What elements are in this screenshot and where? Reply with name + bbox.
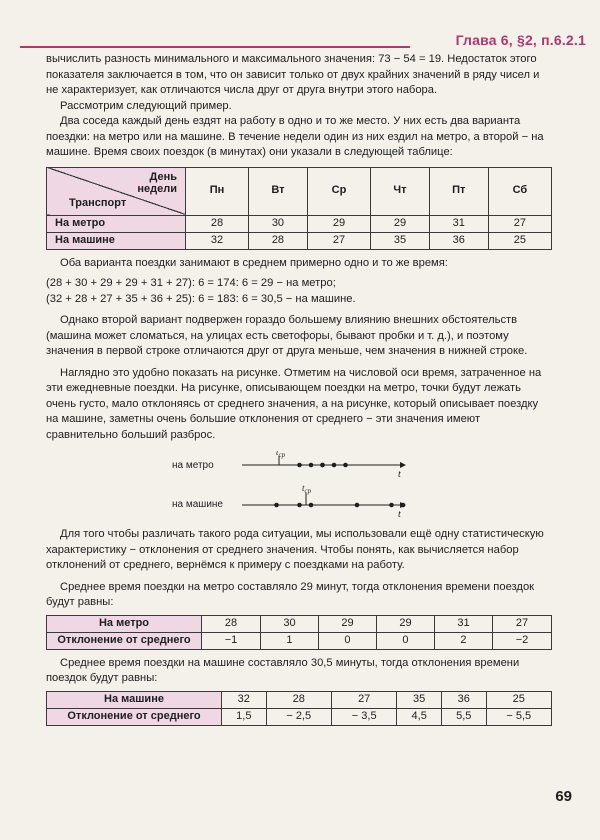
table-cell: 28: [186, 215, 249, 232]
time-dot: [355, 503, 360, 508]
row-label: На метро: [47, 215, 186, 232]
table-cell: −1: [202, 632, 261, 649]
page-content: [46, 52, 552, 726]
car-deviation-table: [46, 691, 552, 726]
table-cell: 27: [307, 232, 370, 249]
table-cell: 5,5: [441, 708, 486, 725]
table-cell: 32: [222, 691, 267, 708]
table-cell: 4,5: [397, 708, 442, 725]
number-line-svg: [46, 451, 552, 521]
time-dot: [332, 463, 337, 468]
table-cell: 28: [202, 615, 261, 632]
car-mean-label: [302, 483, 312, 495]
paragraph: Однако второй вариант подвержен гораздо большему влиянию внешних обстоятельств (машина может сломаться, на улицах есть светофоры, бывают пробки и т. д.), и поэтому значения в первой строке отличаются друг от друга меньше, чем значения в нижней строке.: [46, 314, 528, 357]
table-cell: 32: [186, 232, 249, 249]
paragraph: Наглядно это удобно показать на рисунке. Отметим на числовой оси время, затраченное на эти ежедневные поездки. На рисунке, описывающем поездки на метро, точки будут лежать очень густо, мало отклоняясь от среднего значения, а на рисунке, который описывает поездку на машине, заметны очень большие отклонения от среднего − эти значения имеют сравнительно больший разброс.: [46, 366, 542, 441]
corner-week: недели: [137, 182, 177, 195]
table-cell: 25: [486, 691, 551, 708]
table-cell: 29: [307, 215, 370, 232]
table-cell: 35: [371, 232, 429, 249]
table-cell: 27: [488, 215, 551, 232]
row-label: Отклонение от среднего: [47, 632, 202, 649]
paragraph: вычислить разность минимального и максимального значения: 73 − 54 = 19. Недостаток этого показателя заключается в том, что он зависит только от двух крайних значений в ряду чисел и не характеризует, как отличаются числа друг от друга внутри этого набора.: [46, 53, 540, 96]
table-cell: 0: [318, 632, 376, 649]
table-cell: 28: [249, 232, 308, 249]
corner-day: День: [149, 170, 177, 183]
time-dot: [297, 463, 302, 468]
day-header: Сб: [488, 167, 551, 215]
corner-transport: Транспорт: [69, 197, 127, 209]
table-row: [47, 632, 552, 649]
table-row: [47, 615, 552, 632]
table-row: [47, 232, 552, 249]
table-cell: − 3,5: [331, 708, 396, 725]
table-cell: 31: [429, 215, 488, 232]
time-dot: [274, 503, 279, 508]
row-label: На машине: [47, 232, 186, 249]
time-dot: [343, 463, 348, 468]
metro-axis-t: t: [398, 469, 401, 480]
paragraph: Рассмотрим следующий пример.: [60, 99, 232, 112]
table-cell: 2: [434, 632, 492, 649]
number-line-diagram: [46, 451, 552, 521]
header-rule: [20, 46, 410, 48]
time-dot: [320, 463, 325, 468]
row-label: На машине: [47, 691, 222, 708]
metro-mean-label: [276, 451, 286, 459]
car-axis-label: на машине: [172, 499, 223, 510]
table-cell: 25: [488, 232, 551, 249]
table-cell: 36: [441, 691, 486, 708]
chapter-label: Глава 6, §2, п.6.2.1: [455, 32, 586, 48]
table-cell: 1: [260, 632, 318, 649]
metro-mean-t: t: [276, 451, 279, 457]
paragraph: Оба варианта поездки занимают в среднем примерно одно и то же время:: [60, 256, 448, 269]
day-header: Ср: [307, 167, 370, 215]
time-dot: [309, 463, 314, 468]
table-cell: 29: [371, 215, 429, 232]
car-axis-t: t: [398, 509, 401, 520]
paragraph: Среднее время поездки на машине составляло 30,5 минуты, тогда отклонения времени поездок будут равны:: [46, 656, 520, 684]
formula-car: (32 + 28 + 27 + 35 + 36 + 25): 6 = 183: 6 = 30,5 − на машине.: [46, 292, 356, 305]
day-header: Пт: [429, 167, 488, 215]
time-dot: [389, 503, 394, 508]
formula-metro: (28 + 30 + 29 + 29 + 31 + 27): 6 = 174: 6 = 29 − на метро;: [46, 277, 336, 289]
car-mean-sub: ср: [304, 487, 312, 495]
time-dot: [401, 503, 406, 508]
page-number: 69: [555, 788, 572, 805]
day-header: Пн: [186, 167, 249, 215]
table-corner-cell: [47, 167, 186, 215]
day-header: Вт: [249, 167, 308, 215]
time-dot: [309, 503, 314, 508]
table-cell: 29: [376, 615, 434, 632]
table-row: [47, 215, 552, 232]
table-cell: 30: [249, 215, 308, 232]
row-label: Отклонение от среднего: [47, 708, 222, 725]
row-label: На метро: [47, 615, 202, 632]
travel-time-table: [46, 167, 552, 250]
metro-mean-sub: ср: [278, 451, 286, 459]
table-cell: 36: [429, 232, 488, 249]
table-cell: −2: [492, 632, 551, 649]
metro-deviation-table: [46, 615, 552, 650]
table-cell: − 2,5: [266, 708, 331, 725]
car-mean-t: t: [302, 483, 305, 493]
table-cell: 27: [331, 691, 396, 708]
table-row: [47, 691, 552, 708]
paragraph: Два соседа каждый день ездят на работу в одно и то же место. У них есть два варианта поездки: на метро или на машине. В течение недели один из них ездил на метро, а второй − на машине. Время своих поездок (в минутах) они указали в следующей таблице:: [46, 115, 544, 158]
table-cell: 29: [318, 615, 376, 632]
table-cell: 28: [266, 691, 331, 708]
table-cell: − 5,5: [486, 708, 551, 725]
day-header: Чт: [371, 167, 429, 215]
table-cell: 30: [260, 615, 318, 632]
table-row: [47, 708, 552, 725]
table-cell: 31: [434, 615, 492, 632]
paragraph: Для того чтобы различать такого рода ситуации, мы использовали ещё одну статистическую характеристику − отклонения от среднего значения. Чтобы понять, как вычисляется набор отклонений от среднего, вернёмся к примеру с поездками на работу.: [46, 528, 544, 571]
page-header: [20, 32, 588, 54]
table-cell: 1,5: [222, 708, 267, 725]
time-dot: [297, 503, 302, 508]
table-cell: 27: [492, 615, 551, 632]
paragraph: Среднее время поездки на метро составляло 29 минут, тогда отклонения времени поездок будут равны:: [46, 580, 535, 608]
table-cell: 0: [376, 632, 434, 649]
metro-axis-label: на метро: [172, 460, 214, 471]
table-cell: 35: [397, 691, 442, 708]
metro-axis-arrow: [400, 462, 406, 468]
